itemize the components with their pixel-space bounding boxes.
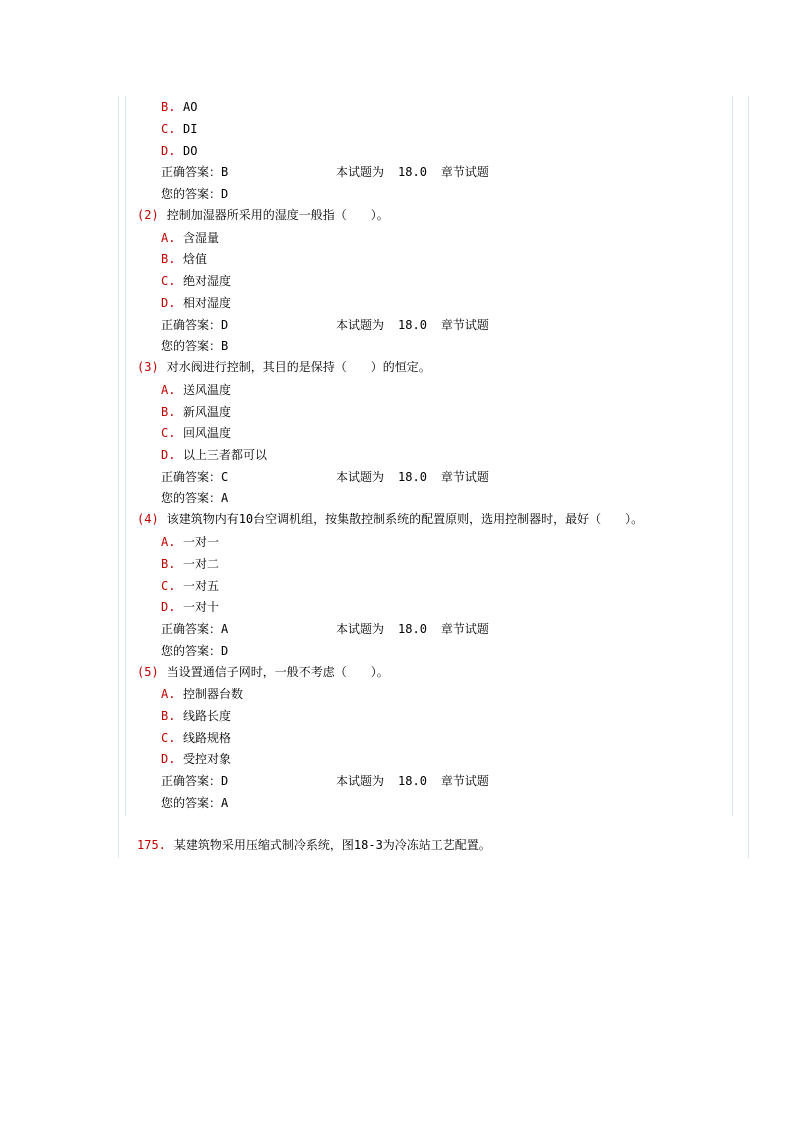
option-text: 焓值 [183,252,208,266]
option-letter: C. [161,274,176,288]
your-answer-label: 您的答案： [161,187,222,201]
your-answer-value: B [221,339,229,353]
score-value: 18.0 [398,774,427,788]
option-text: 一对五 [183,579,220,593]
option-row [161,383,231,397]
option-text: 送风温度 [183,383,232,397]
option-text: 受控对象 [183,752,232,766]
chapter-label: 章节试题 [440,165,489,179]
score-label: 本试题为 [336,165,385,179]
option-letter: B. [161,252,176,266]
option-row [161,231,219,245]
frame-right-outer [748,96,749,858]
option-row [161,557,219,571]
option-text: 一对二 [183,557,220,571]
option-text: 线路长度 [183,709,232,723]
option-row [161,144,197,158]
question-row-175 [137,838,491,852]
frame-right-inner [732,96,733,816]
score-label: 本试题为 [336,774,385,788]
option-row [161,579,219,593]
option-text: 一对一 [183,535,220,549]
question-number: (2) [137,208,159,222]
your-answer-label: 您的答案： [161,339,222,353]
correct-answer-row [161,470,489,484]
correct-answer-label: 正确答案： [161,318,222,332]
score-label: 本试题为 [336,470,385,484]
option-letter: C. [161,731,176,745]
correct-answer-label: 正确答案： [161,165,222,179]
option-row [161,296,231,310]
option-text: 控制器台数 [183,687,244,701]
option-row [161,405,231,419]
option-text: DO [183,144,198,158]
chapter-label: 章节试题 [440,622,489,636]
score-value: 18.0 [398,622,427,636]
correct-answer-row [161,165,489,179]
chapter-label: 章节试题 [440,470,489,484]
option-row [161,252,207,266]
your-answer-row [161,339,228,353]
option-row [161,709,231,723]
option-letter: B. [161,100,176,114]
option-letter: A. [161,535,176,549]
option-text: 相对湿度 [183,296,232,310]
your-answer-label: 您的答案： [161,491,222,505]
correct-answer-row [161,318,489,332]
question-text: 控制加湿器所采用的湿度一般指（ ）。 [166,208,389,222]
option-letter: D. [161,448,176,462]
your-answer-label: 您的答案： [161,644,222,658]
option-row [161,535,219,549]
correct-answer-value: C [221,470,229,484]
option-row [161,426,231,440]
frame-left-inner [125,96,126,816]
question-number: (5) [137,665,159,679]
option-letter: D. [161,144,176,158]
option-row [161,448,267,462]
correct-answer-value: B [221,165,229,179]
score-value: 18.0 [398,470,427,484]
question-text: 对水阀进行控制，其目的是保持（ ）的恒定。 [166,360,431,374]
option-letter: A. [161,231,176,245]
option-text: AO [183,100,198,114]
option-text: 一对十 [183,600,220,614]
option-row [161,274,231,288]
chapter-label: 章节试题 [440,774,489,788]
option-letter: A. [161,687,176,701]
option-letter: B. [161,557,176,571]
correct-answer-row [161,622,489,636]
your-answer-row [161,796,228,810]
option-row [161,752,231,766]
your-answer-row [161,644,228,658]
chapter-label: 章节试题 [440,318,489,332]
correct-answer-label: 正确答案： [161,622,222,636]
score-value: 18.0 [398,318,427,332]
option-letter: C. [161,122,176,136]
question-text: 该建筑物内有10台空调机组，按集散控制系统的配置原则，选用控制器时，最好（ ）。 [166,512,644,526]
option-row [161,122,197,136]
option-text: 新风温度 [183,405,232,419]
question-text: 某建筑物采用压缩式制冷系统，图18-3为冷冻站工艺配置。 [173,838,491,852]
question-text: 当设置通信子网时，一般不考虑（ ）。 [166,665,389,679]
question-row [137,512,643,526]
option-letter: B. [161,405,176,419]
your-answer-value: D [221,187,229,201]
option-letter: C. [161,579,176,593]
option-letter: A. [161,383,176,397]
option-text: DI [183,122,198,136]
question-row [137,665,389,679]
question-row [137,208,389,222]
your-answer-value: D [221,644,229,658]
score-label: 本试题为 [336,622,385,636]
question-number: (3) [137,360,159,374]
option-row [161,100,197,114]
correct-answer-value: A [221,622,229,636]
score-value: 18.0 [398,165,427,179]
option-text: 绝对湿度 [183,274,232,288]
option-text: 以上三者都可以 [183,448,268,462]
option-text: 含湿量 [183,231,220,245]
correct-answer-value: D [221,774,229,788]
correct-answer-label: 正确答案： [161,774,222,788]
option-letter: D. [161,296,176,310]
correct-answer-label: 正确答案： [161,470,222,484]
option-text: 线路规格 [183,731,232,745]
option-letter: D. [161,752,176,766]
your-answer-row [161,491,228,505]
option-row [161,687,243,701]
your-answer-value: A [221,491,229,505]
correct-answer-value: D [221,318,229,332]
option-letter: B. [161,709,176,723]
your-answer-value: A [221,796,229,810]
option-text: 回风温度 [183,426,232,440]
correct-answer-row [161,774,489,788]
option-row [161,731,231,745]
option-letter: D. [161,600,176,614]
your-answer-label: 您的答案： [161,796,222,810]
option-letter: C. [161,426,176,440]
question-row [137,360,431,374]
frame-left-outer [118,96,119,858]
option-row [161,600,219,614]
score-label: 本试题为 [336,318,385,332]
your-answer-row [161,187,228,201]
question-number: 175. [137,838,166,852]
question-number: (4) [137,512,159,526]
